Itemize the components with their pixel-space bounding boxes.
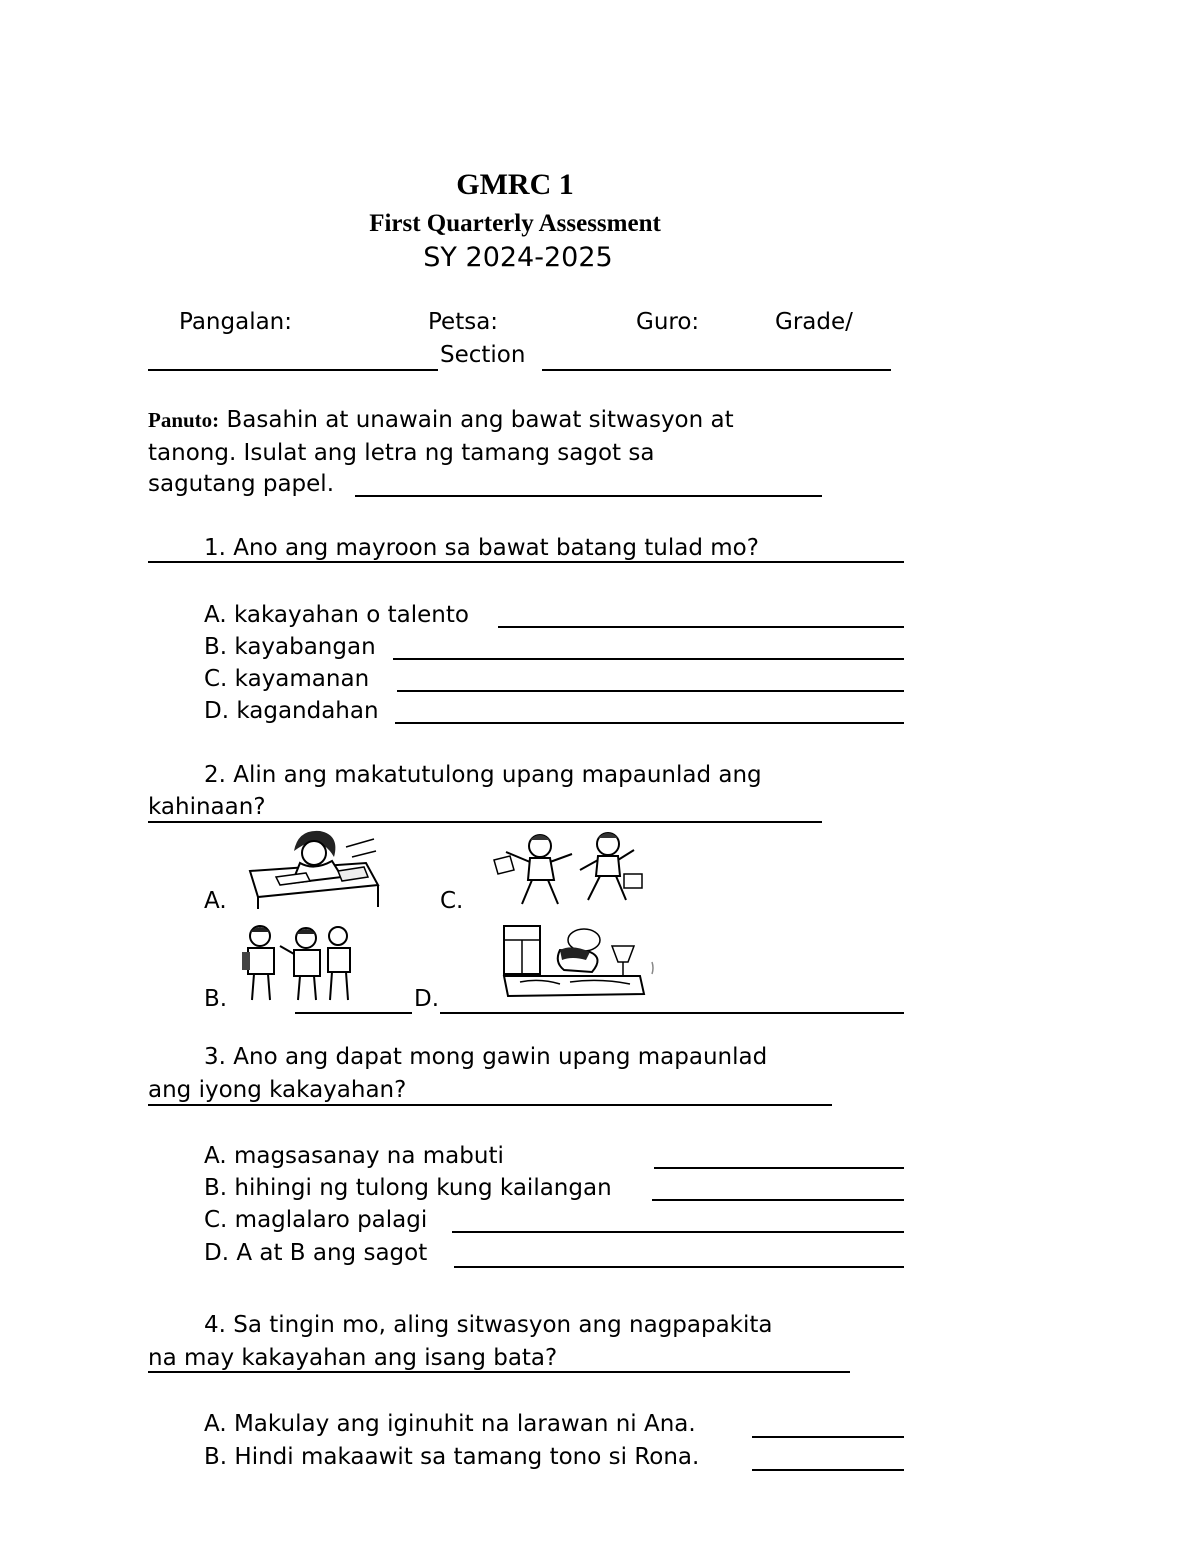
q1-choice-a: A. kakayahan o talento <box>204 602 469 628</box>
directions-label: Panuto: <box>148 408 220 432</box>
school-year: SY 2024-2025 <box>423 242 613 273</box>
q1-choice-d: D. kagandahan <box>204 698 379 724</box>
q3-choice-c: C. maglalaro palagi <box>204 1207 428 1233</box>
q2-line-1: 2. Alin ang makatutulong upang mapaunlad ang <box>204 762 762 788</box>
q1-choice-c: C. kayamanan <box>204 666 370 692</box>
name-label: Pangalan: <box>179 309 293 335</box>
q2-underline <box>148 821 822 823</box>
teacher-label: Guro: <box>636 309 700 335</box>
q2-choice-d-label: D. <box>414 986 440 1012</box>
q4-underline <box>148 1371 850 1373</box>
q1-question: 1. Ano ang mayroon sa bawat batang tulad mo? <box>204 535 759 561</box>
q3-choice-a: A. magsasanay na mabuti <box>204 1143 504 1169</box>
q2-d-line[interactable] <box>440 1012 904 1014</box>
date-label: Petsa: <box>428 309 499 335</box>
grade-label: Grade/ <box>775 309 853 335</box>
q3-line-1: 3. Ano ang dapat mong gawin upang mapaunlad <box>204 1044 768 1070</box>
q4-choice-b: B. Hindi makaawit sa tamang tono si Rona. <box>204 1444 700 1470</box>
q4-choice-b-line[interactable] <box>752 1469 904 1471</box>
child-sleeping-on-bed-picture <box>500 922 658 1002</box>
q2-choice-a-label: A. <box>204 888 227 914</box>
q2-choice-b-label: B. <box>204 986 228 1012</box>
q4-line-2: na may kakayahan ang isang bata? <box>148 1345 558 1371</box>
q2-b-line[interactable] <box>295 1012 412 1014</box>
q1-choice-b: B. kayabangan <box>204 634 376 660</box>
q4-choice-a: A. Makulay ang iginuhit na larawan ni Ana. <box>204 1411 696 1437</box>
page-title: GMRC 1 <box>456 168 574 201</box>
q3-line-2: ang iyong kakayahan? <box>148 1077 407 1103</box>
q2-choice-c-label: C. <box>440 888 464 914</box>
directions-text-1: Basahin at unawain ang bawat sitwasyon at <box>219 407 734 433</box>
children-with-backpacks-picture <box>238 922 356 1004</box>
girl-studying-at-desk-picture <box>246 827 384 909</box>
q4-line-1: 4. Sa tingin mo, aling sitwasyon ang nagpapakita <box>204 1312 773 1338</box>
q4-choice-a-line[interactable] <box>752 1436 904 1438</box>
q3-choice-a-line[interactable] <box>654 1167 904 1169</box>
directions-line-1 <box>148 404 734 436</box>
children-running-playing-picture <box>484 830 649 910</box>
q1-choice-b-line[interactable] <box>393 658 904 660</box>
q3-underline <box>148 1104 832 1106</box>
q3-choice-b: B. hihingi ng tulong kung kailangan <box>204 1175 612 1201</box>
q3-choice-c-line[interactable] <box>452 1231 904 1233</box>
q3-choice-b-line[interactable] <box>652 1199 904 1201</box>
page-subtitle: First Quarterly Assessment <box>369 210 661 237</box>
q1-choice-a-line[interactable] <box>498 626 904 628</box>
q3-choice-d: D. A at B ang sagot <box>204 1240 428 1266</box>
section-label: Section <box>440 342 526 368</box>
q1-choice-c-line[interactable] <box>397 690 904 692</box>
q2-line-2: kahinaan? <box>148 794 266 820</box>
section-answer-line[interactable] <box>542 369 891 371</box>
name-answer-line[interactable] <box>148 369 438 371</box>
directions-line-2: tanong. Isulat ang letra ng tamang sagot sa <box>148 440 655 466</box>
directions-underline <box>355 495 822 497</box>
q3-choice-d-line[interactable] <box>454 1266 904 1268</box>
q1-choice-d-line[interactable] <box>395 722 904 724</box>
directions-line-3: sagutang papel. <box>148 471 334 497</box>
